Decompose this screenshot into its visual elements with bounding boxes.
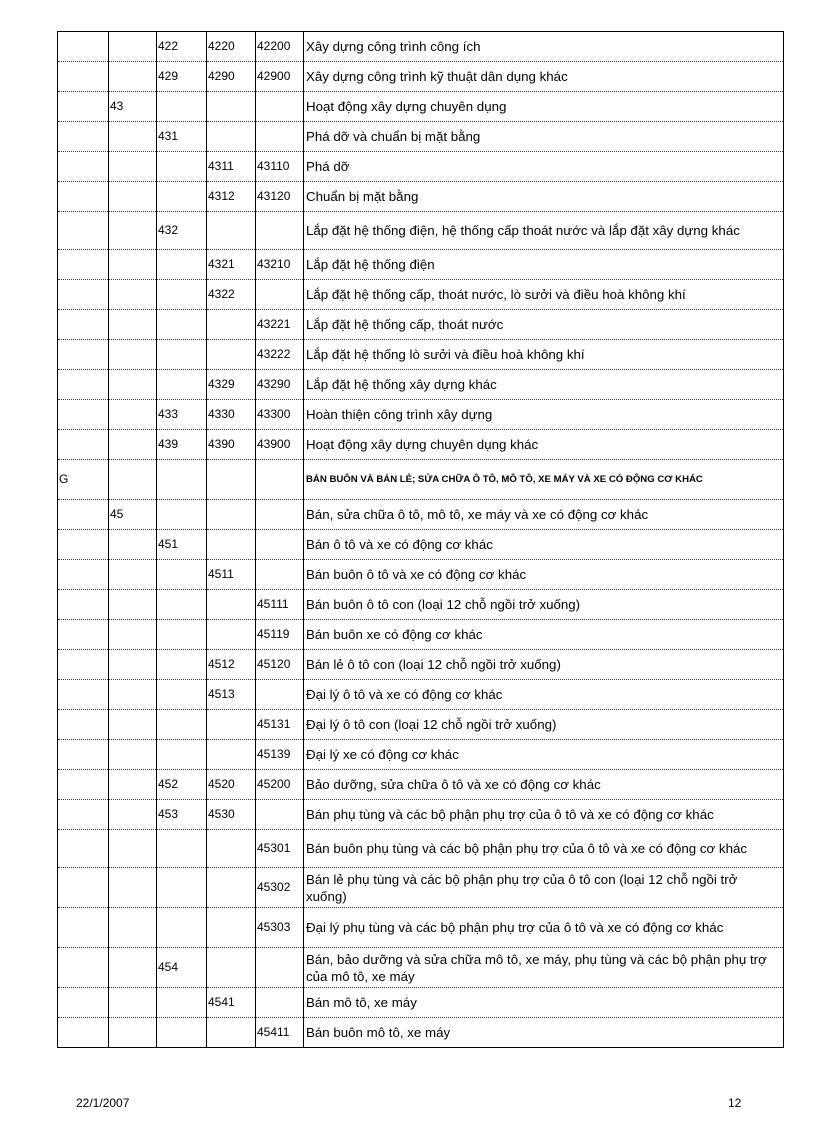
table-row [58, 460, 784, 500]
division-code-cell [109, 590, 157, 620]
table-row [58, 122, 784, 152]
group-code-cell [157, 500, 207, 530]
description-cell: Đại lý ô tô con (loại 12 chỗ ngồi trở xuống) [304, 710, 784, 740]
division-code-cell [109, 620, 157, 650]
class-code-cell [207, 500, 256, 530]
section-code-cell [58, 620, 109, 650]
group-code-cell [157, 560, 207, 590]
table-row [58, 430, 784, 460]
group-code-cell [157, 460, 207, 500]
section-code-cell [58, 868, 109, 908]
subclass-code-cell [256, 800, 304, 830]
description-cell: Phá dỡ [304, 152, 784, 182]
division-code-cell [109, 460, 157, 500]
class-code-cell: 4512 [207, 650, 256, 680]
subclass-code-cell: 43210 [256, 250, 304, 280]
subclass-code-cell: 45131 [256, 710, 304, 740]
division-code-cell [109, 740, 157, 770]
section-code-cell [58, 212, 109, 250]
section-code-cell [58, 430, 109, 460]
section-code-cell [58, 250, 109, 280]
class-code-cell: 4220 [207, 32, 256, 62]
description-cell: Xây dựng công trình kỹ thuật dân dụng khác [304, 62, 784, 92]
division-code-cell [109, 868, 157, 908]
table-row [58, 948, 784, 988]
group-code-cell [157, 908, 207, 948]
table-row [58, 770, 784, 800]
description-cell: Hoàn thiện công trình xây dựng [304, 400, 784, 430]
table-row [58, 830, 784, 868]
class-code-cell: 4290 [207, 62, 256, 92]
subclass-code-cell [256, 680, 304, 710]
class-code-cell: 4390 [207, 430, 256, 460]
class-code-cell [207, 340, 256, 370]
division-code-cell [109, 122, 157, 152]
description-cell: Bán buôn ô tô và xe có động cơ khác [304, 560, 784, 590]
description-cell: Lắp đặt hệ thống điện [304, 250, 784, 280]
group-code-cell: 429 [157, 62, 207, 92]
footer-date: 22/1/2007 [76, 1096, 130, 1110]
subclass-code-cell: 43120 [256, 182, 304, 212]
subclass-code-cell: 45111 [256, 590, 304, 620]
table-row [58, 650, 784, 680]
section-code-cell [58, 182, 109, 212]
class-code-cell: 4520 [207, 770, 256, 800]
class-code-cell: 4321 [207, 250, 256, 280]
division-code-cell [109, 710, 157, 740]
section-code-cell [58, 590, 109, 620]
group-code-cell: 451 [157, 530, 207, 560]
group-code-cell: 431 [157, 122, 207, 152]
subclass-code-cell [256, 530, 304, 560]
section-code-cell [58, 770, 109, 800]
class-code-cell [207, 948, 256, 988]
class-code-cell: 4322 [207, 280, 256, 310]
table-row [58, 370, 784, 400]
table-row [58, 868, 784, 908]
description-cell: Bán lẻ phụ tùng và các bộ phận phụ trợ của ô tô con (loại 12 chỗ ngồi trở xuống) [304, 868, 784, 908]
subclass-code-cell: 45301 [256, 830, 304, 868]
division-code-cell [109, 770, 157, 800]
division-code-cell [109, 680, 157, 710]
class-code-cell [207, 92, 256, 122]
section-code-cell [58, 988, 109, 1018]
table-row [58, 400, 784, 430]
group-code-cell [157, 830, 207, 868]
group-code-cell [157, 650, 207, 680]
industry-code-table [57, 31, 784, 1048]
subclass-code-cell: 42900 [256, 62, 304, 92]
subclass-code-cell: 43300 [256, 400, 304, 430]
division-code-cell: 43 [109, 92, 157, 122]
division-code-cell [109, 830, 157, 868]
section-code-cell [58, 280, 109, 310]
group-code-cell [157, 620, 207, 650]
table-row [58, 310, 784, 340]
section-code-cell [58, 530, 109, 560]
description-cell: Bán buôn xe có động cơ khác [304, 620, 784, 650]
section-code-cell [58, 830, 109, 868]
subclass-code-cell [256, 122, 304, 152]
section-code-cell [58, 32, 109, 62]
division-code-cell [109, 280, 157, 310]
group-code-cell: 452 [157, 770, 207, 800]
division-code-cell [109, 1018, 157, 1048]
subclass-code-cell: 45200 [256, 770, 304, 800]
subclass-code-cell: 45139 [256, 740, 304, 770]
table-row [58, 340, 784, 370]
group-code-cell [157, 988, 207, 1018]
section-code-cell [58, 650, 109, 680]
division-code-cell [109, 182, 157, 212]
description-cell: Bán buôn mô tô, xe máy [304, 1018, 784, 1048]
section-code-cell [58, 152, 109, 182]
group-code-cell [157, 868, 207, 908]
table-row [58, 620, 784, 650]
table-row [58, 740, 784, 770]
table-row [58, 62, 784, 92]
description-cell: Bán phụ tùng và các bộ phận phụ trợ của ô tô và xe có động cơ khác [304, 800, 784, 830]
group-code-cell: 454 [157, 948, 207, 988]
section-code-cell [58, 800, 109, 830]
section-code-cell [58, 92, 109, 122]
table-row [58, 800, 784, 830]
description-cell: Đại lý phụ tùng và các bộ phận phụ trợ của ô tô và xe có động cơ khác [304, 908, 784, 948]
division-code-cell [109, 400, 157, 430]
subclass-code-cell: 45411 [256, 1018, 304, 1048]
description-cell: Bán, bảo dưỡng và sửa chữa mô tô, xe máy, phụ tùng và các bộ phận phụ trợ của mô tô, xe máy [304, 948, 784, 988]
division-code-cell [109, 212, 157, 250]
description-cell: Bán buôn ô tô con (loại 12 chỗ ngồi trở xuống) [304, 590, 784, 620]
table-row [58, 212, 784, 250]
group-code-cell [157, 1018, 207, 1048]
division-code-cell: 45 [109, 500, 157, 530]
description-cell: Lắp đặt hệ thống điện, hệ thống cấp thoát nước và lắp đặt xây dựng khác [304, 212, 784, 250]
description-cell: Lắp đặt hệ thống cấp, thoát nước, lò sưởi và điều hoà không khí [304, 280, 784, 310]
group-code-cell [157, 280, 207, 310]
division-code-cell [109, 948, 157, 988]
division-code-cell [109, 800, 157, 830]
table-row [58, 92, 784, 122]
section-code-cell [58, 560, 109, 590]
section-code-cell [58, 680, 109, 710]
group-code-cell: 433 [157, 400, 207, 430]
group-code-cell: 453 [157, 800, 207, 830]
table-row [58, 250, 784, 280]
section-code-cell [58, 310, 109, 340]
class-code-cell: 4329 [207, 370, 256, 400]
class-code-cell [207, 460, 256, 500]
subclass-code-cell [256, 460, 304, 500]
class-code-cell [207, 212, 256, 250]
class-code-cell [207, 122, 256, 152]
subclass-code-cell [256, 212, 304, 250]
division-code-cell [109, 650, 157, 680]
section-code-cell [58, 122, 109, 152]
table-row [58, 680, 784, 710]
class-code-cell: 4513 [207, 680, 256, 710]
class-code-cell [207, 1018, 256, 1048]
section-code-cell [58, 948, 109, 988]
table-row [58, 500, 784, 530]
class-code-cell [207, 868, 256, 908]
group-code-cell [157, 250, 207, 280]
section-code-cell [58, 340, 109, 370]
division-code-cell [109, 430, 157, 460]
table-row [58, 530, 784, 560]
description-cell: Bán ô tô và xe có động cơ khác [304, 530, 784, 560]
group-code-cell [157, 740, 207, 770]
table-row [58, 908, 784, 948]
group-code-cell: 439 [157, 430, 207, 460]
subclass-code-cell: 43290 [256, 370, 304, 400]
group-code-cell [157, 310, 207, 340]
subclass-code-cell: 42200 [256, 32, 304, 62]
description-cell: BÁN BUÔN VÀ BÁN LẺ; SỬA CHỮA Ô TÔ, MÔ TÔ, XE MÁY VÀ XE CÓ ĐỘNG CƠ KHÁC [304, 460, 784, 500]
description-cell: Bán, sửa chữa ô tô, mô tô, xe máy và xe có động cơ khác [304, 500, 784, 530]
page-number: 12 [728, 1096, 742, 1110]
section-code-cell [58, 908, 109, 948]
group-code-cell [157, 590, 207, 620]
class-code-cell [207, 908, 256, 948]
section-code-cell [58, 370, 109, 400]
table-row [58, 182, 784, 212]
subclass-code-cell [256, 280, 304, 310]
table-body [58, 32, 784, 1048]
subclass-code-cell [256, 500, 304, 530]
class-code-cell [207, 530, 256, 560]
subclass-code-cell: 43222 [256, 340, 304, 370]
description-cell: Bán mô tô, xe máy [304, 988, 784, 1018]
description-cell: Bán lẻ ô tô con (loại 12 chỗ ngồi trở xuống) [304, 650, 784, 680]
class-code-cell: 4530 [207, 800, 256, 830]
division-code-cell [109, 530, 157, 560]
description-cell: Chuẩn bị mặt bằng [304, 182, 784, 212]
subclass-code-cell [256, 92, 304, 122]
table-row [58, 560, 784, 590]
group-code-cell: 432 [157, 212, 207, 250]
group-code-cell [157, 710, 207, 740]
subclass-code-cell: 43900 [256, 430, 304, 460]
class-code-cell: 4312 [207, 182, 256, 212]
subclass-code-cell: 45120 [256, 650, 304, 680]
subclass-code-cell [256, 948, 304, 988]
group-code-cell [157, 680, 207, 710]
class-code-cell [207, 310, 256, 340]
division-code-cell [109, 370, 157, 400]
subclass-code-cell: 43110 [256, 152, 304, 182]
table-row [58, 590, 784, 620]
division-code-cell [109, 310, 157, 340]
section-code-cell [58, 500, 109, 530]
section-code-cell [58, 740, 109, 770]
table-row [58, 280, 784, 310]
division-code-cell [109, 250, 157, 280]
description-cell: Lắp đặt hệ thống cấp, thoát nước [304, 310, 784, 340]
section-code-cell [58, 1018, 109, 1048]
group-code-cell [157, 340, 207, 370]
class-code-cell: 4541 [207, 988, 256, 1018]
description-cell: Lắp đặt hệ thống xây dựng khác [304, 370, 784, 400]
group-code-cell [157, 152, 207, 182]
description-cell: Hoạt động xây dựng chuyên dụng [304, 92, 784, 122]
subclass-code-cell [256, 560, 304, 590]
division-code-cell [109, 152, 157, 182]
class-code-cell [207, 710, 256, 740]
division-code-cell [109, 560, 157, 590]
division-code-cell [109, 32, 157, 62]
class-code-cell: 4330 [207, 400, 256, 430]
description-cell: Lắp đặt hệ thống lò sưởi và điều hoà không khí [304, 340, 784, 370]
division-code-cell [109, 908, 157, 948]
subclass-code-cell: 45119 [256, 620, 304, 650]
description-cell: Bảo dưỡng, sửa chữa ô tô và xe có động cơ khác [304, 770, 784, 800]
description-cell: Bán buôn phụ tùng và các bộ phận phụ trợ của ô tô và xe có động cơ khác [304, 830, 784, 868]
description-cell: Đại lý ô tô và xe có động cơ khác [304, 680, 784, 710]
subclass-code-cell: 45302 [256, 868, 304, 908]
table-row [58, 32, 784, 62]
group-code-cell: 422 [157, 32, 207, 62]
class-code-cell [207, 590, 256, 620]
section-code-cell [58, 710, 109, 740]
subclass-code-cell: 43221 [256, 310, 304, 340]
section-code-cell: G [58, 460, 109, 500]
subclass-code-cell [256, 988, 304, 1018]
group-code-cell [157, 182, 207, 212]
description-cell: Đại lý xe có động cơ khác [304, 740, 784, 770]
table-row [58, 710, 784, 740]
section-code-cell [58, 62, 109, 92]
class-code-cell [207, 830, 256, 868]
class-code-cell: 4511 [207, 560, 256, 590]
class-code-cell [207, 620, 256, 650]
class-code-cell [207, 740, 256, 770]
division-code-cell [109, 62, 157, 92]
subclass-code-cell: 45303 [256, 908, 304, 948]
section-code-cell [58, 400, 109, 430]
table-row [58, 152, 784, 182]
description-cell: Phá dỡ và chuẩn bị mặt bằng [304, 122, 784, 152]
division-code-cell [109, 988, 157, 1018]
group-code-cell [157, 92, 207, 122]
table-row [58, 988, 784, 1018]
description-cell: Hoạt động xây dựng chuyên dụng khác [304, 430, 784, 460]
table-row [58, 1018, 784, 1048]
class-code-cell: 4311 [207, 152, 256, 182]
description-cell: Xây dựng công trình công ích [304, 32, 784, 62]
division-code-cell [109, 340, 157, 370]
group-code-cell [157, 370, 207, 400]
